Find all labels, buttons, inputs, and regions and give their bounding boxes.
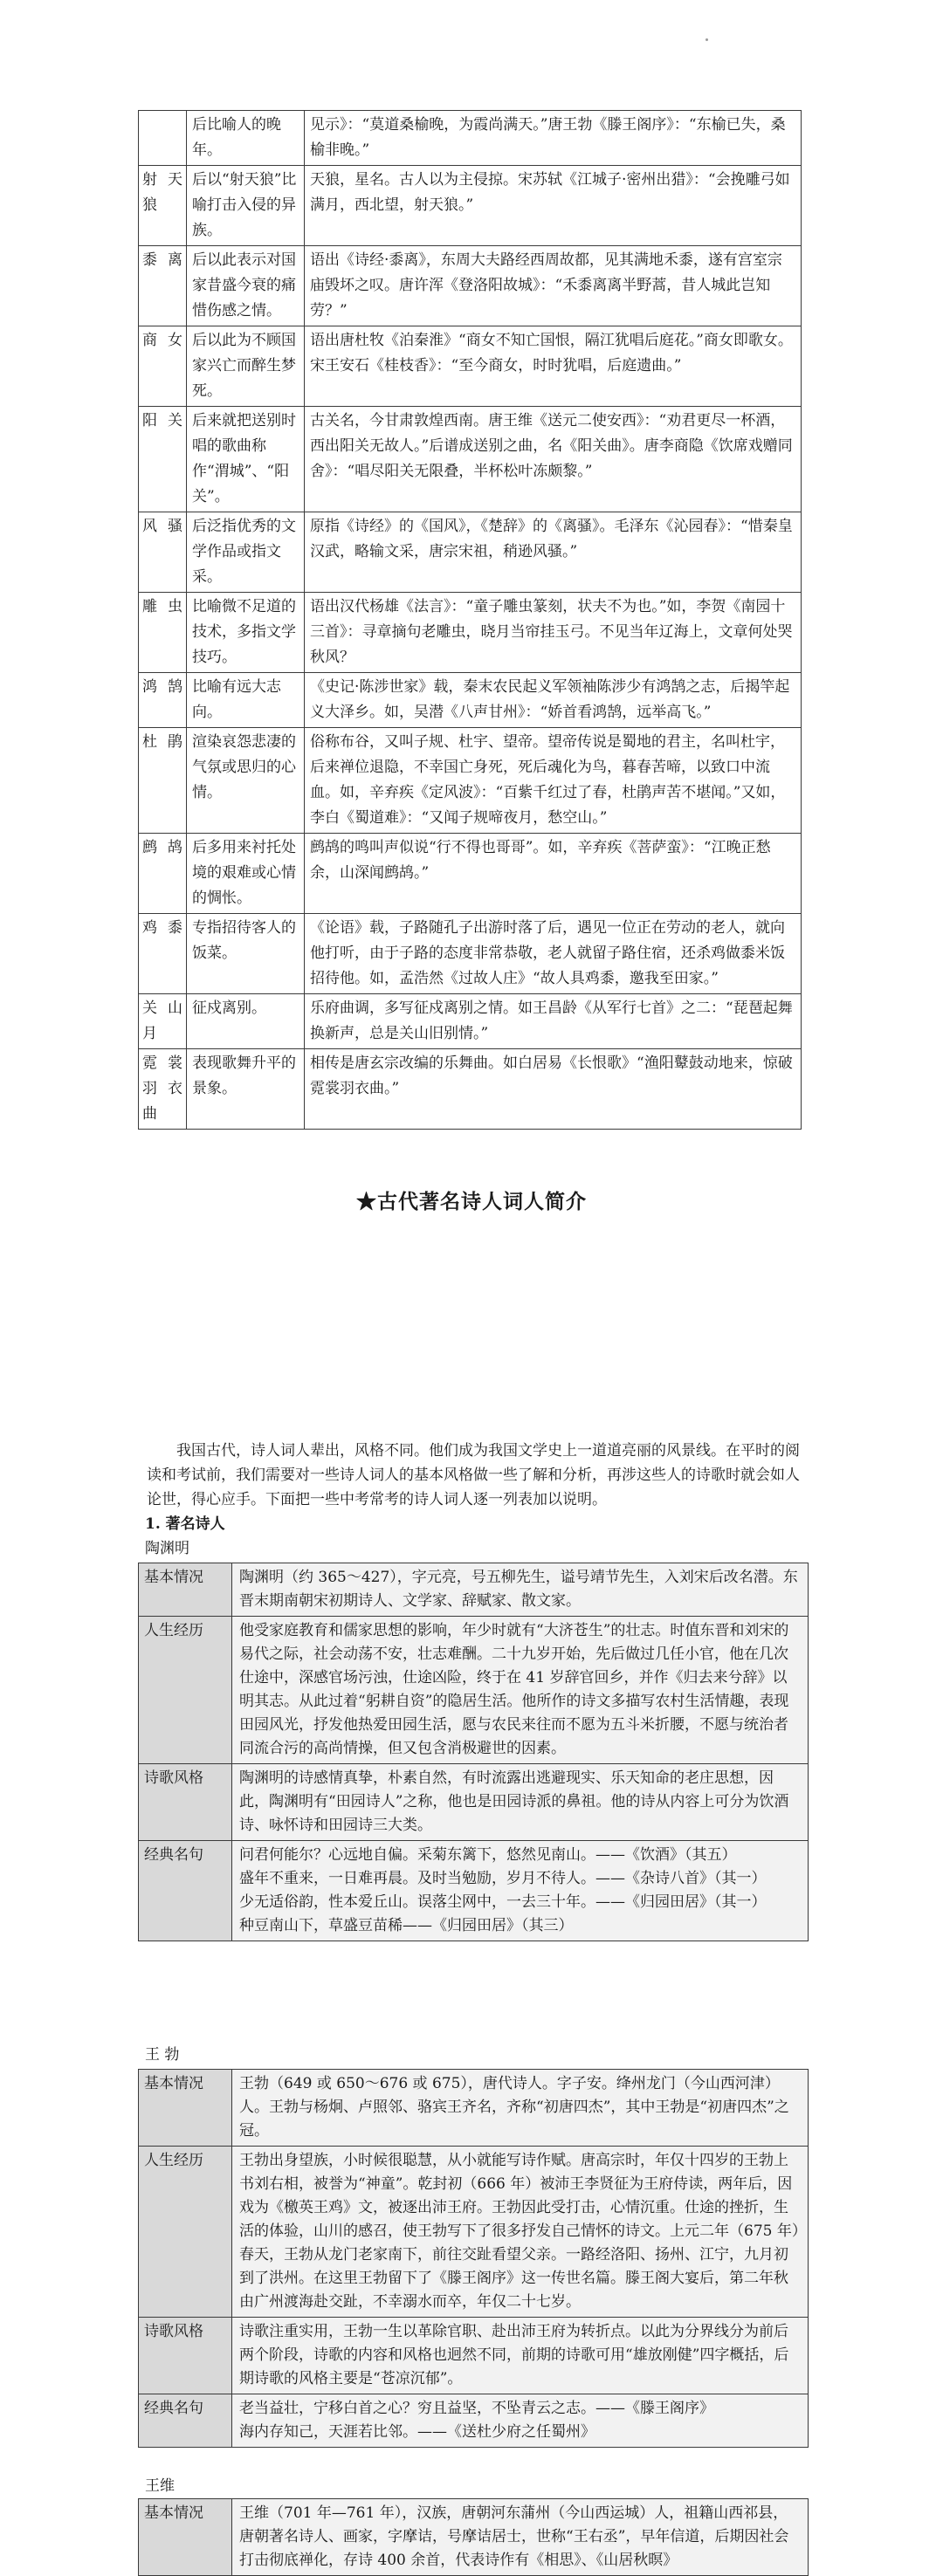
- famous-quote-line: 盛年不重来，一日难再晨。及时当勉励，岁月不待人。——《杂诗八首》（其一）: [239, 1870, 767, 1887]
- poet-info-row: [139, 2318, 809, 2394]
- allusion-term: 商女: [139, 326, 187, 407]
- poet-row-content: 他受家庭教育和儒家思想的影响，年少时就有“大济苍生”的壮志。时值东晋和刘宋的易代之际，社会动荡不安，壮志难酬。二十九岁开始，先后做过几任小官，他在几次仕途中，深感官场污浊，仕途凶险，终于在 41 岁辞官回乡，并作《归去来兮辞》以明其志。从此过着“躬耕自资”的隐居生活。他所作的诗文多描写农村生活情趣，表现田园风光，抒发他热爱田园生活，愿与农民来往而不愿为五斗米折腰，不愿与统治者同流合污的高尚情操，但又包含消极避世的因素。: [232, 1617, 809, 1764]
- poet-name-wang-bo: 王 勃: [145, 2046, 180, 2064]
- poet-info-row: [139, 1841, 809, 1941]
- poet-row-content: 王维（701 年—761 年），汉族，唐朝河东蒲州（今山西运城）人，祖籍山西祁县，唐朝著名诗人、画家，字摩诘，号摩诘居士，世称“王右丞”，早年信道，后期因社会打击彻底禅化，存诗 400 余首，代表诗作有《相思》、《山居秋暝》: [232, 2499, 809, 2576]
- allusion-term: 风骚: [139, 512, 187, 593]
- poet-row-label: 基本情况: [139, 1563, 232, 1617]
- poet-row-label: 经典名句: [139, 2394, 232, 2448]
- allusion-row: [139, 166, 802, 246]
- allusion-source: 俗称布谷，又叫子规、杜宇、望帝。望帝传说是蜀地的君主，名叫杜宇，后来禅位退隐，不幸国亡身死，死后魂化为鸟，暮春苦啼，以致口中流血。如，辛弃疾《定风波》：“百紫千红过了春，杜鹃声苦不堪闻。”又如，李白《蜀道难》：“又闻子规啼夜月，愁空山。”: [305, 728, 802, 834]
- poet-row-label: 经典名句: [139, 1841, 232, 1941]
- allusion-row: [139, 326, 802, 407]
- allusion-term: 射天狼: [139, 166, 187, 246]
- allusion-meaning: 后泛指优秀的文学作品或指文采。: [187, 512, 305, 593]
- allusion-source: 相传是唐玄宗改编的乐舞曲。如白居易《长恨歌》“渔阳鼙鼓动地来，惊破霓裳羽衣曲。”: [305, 1049, 802, 1130]
- poet-info-row: [139, 1563, 809, 1617]
- poet-row-label: 诗歌风格: [139, 1764, 232, 1841]
- poet-row-content: [232, 1841, 809, 1941]
- allusion-term: 鸿鹄: [139, 673, 187, 728]
- intro-paragraph: 我国古代，诗人词人辈出，风格不同。他们成为我国文学史上一道道亮丽的风景线。在平时的阅读和考试前，我们需要对一些诗人词人的基本风格做一些了解和分析，再涉这些人的诗歌时就会如人论世，得心应手。下面把一些中考常考的诗人词人逐一列表加以说明。: [147, 1442, 800, 1508]
- allusion-meaning: 表现歌舞升平的景象。: [187, 1049, 305, 1130]
- allusion-row: [139, 834, 802, 914]
- allusion-term: 杜鹃: [139, 728, 187, 834]
- allusion-row: [139, 728, 802, 834]
- allusion-meaning: 后比喻人的晚年。: [187, 111, 305, 166]
- allusion-term: 阳关: [139, 407, 187, 512]
- allusion-row: [139, 994, 802, 1049]
- allusion-meaning: 渲染哀怨悲凄的气氛或思归的心情。: [187, 728, 305, 834]
- allusion-row: [139, 246, 802, 326]
- poet-row-content: [232, 2394, 809, 2448]
- page-corner-mark: [706, 38, 708, 41]
- poet-row-content: 王勃（649 或 650～676 或 675），唐代诗人。字子安。绛州龙门（今山西河津）人。王勃与杨炯、卢照邻、骆宾王齐名，齐称“初唐四杰”，其中王勃是“初唐四杰”之冠。: [232, 2070, 809, 2147]
- allusion-source: 原指《诗经》的《国风》，《楚辞》的《离骚》。毛泽东《沁园春》：“惜秦皇汉武，略输文采，唐宗宋祖，稍逊风骚。”: [305, 512, 802, 593]
- allusion-meaning: 后以此为不顾国家兴亡而醉生梦死。: [187, 326, 305, 407]
- allusion-meaning: 专指招待客人的饭菜。: [187, 914, 305, 994]
- allusion-meaning: 比喻微不足道的技术，多指文学技巧。: [187, 593, 305, 673]
- allusion-source: 语出《诗经·黍离》，东周大夫路经西周故都，见其满地禾黍，遂有宫室宗庙毁坏之叹。唐许浑《登洛阳故城》：“禾黍离离半野蒿，昔人城此岂知劳？”: [305, 246, 802, 326]
- allusion-source: 天狼，星名。古人以为主侵掠。宋苏轼《江城子·密州出猎》：“会挽雕弓如满月，西北望，射天狼。”: [305, 166, 802, 246]
- allusion-source: 乐府曲调，多写征戍离别之情。如王昌龄《从军行七首》之二：“琵琶起舞换新声，总是关山旧别情。”: [305, 994, 802, 1049]
- allusion-row: [139, 673, 802, 728]
- poet-row-label: 人生经历: [139, 1617, 232, 1764]
- poet-info-row: [139, 2499, 809, 2576]
- allusion-term: 鸡黍: [139, 914, 187, 994]
- allusion-meaning: 后以此表示对国家昔盛今衰的痛惜伤感之情。: [187, 246, 305, 326]
- famous-quote-line: 老当益壮，宁移白首之心？穷且益坚，不坠青云之志。——《滕王阁序》: [239, 2400, 714, 2417]
- allusion-table: [138, 110, 802, 1130]
- allusion-meaning: 征戍离别。: [187, 994, 305, 1049]
- famous-quote-line: 海内存知己，天涯若比邻。——《送杜少府之任蜀州》: [239, 2423, 595, 2441]
- poet-info-row: [139, 2394, 809, 2448]
- subsection-heading: 1. 著名诗人: [145, 1515, 225, 1533]
- poet-row-label: 诗歌风格: [139, 2318, 232, 2394]
- poet-row-content: 诗歌注重实用，王勃一生以革除官职、赴出沛王府为转折点。以此为分界线分为前后两个阶段，诗歌的内容和风格也迥然不同，前期的诗歌可用“雄放刚健”四字概括，后期诗歌的风格主要是“苍凉沉郁”。: [232, 2318, 809, 2394]
- allusion-table-body: [139, 111, 802, 1130]
- allusion-source: 见示》：“莫道桑榆晚，为霞尚满天。”唐王勃《滕王阁序》：“东榆已失，桑榆非晚。”: [305, 111, 802, 166]
- poet-row-content: 王勃出身望族，小时候很聪慧，从小就能写诗作赋。唐高宗时，年仅十四岁的王勃上书刘右相，被誉为“神童”。乾封初（666 年）被沛王李贤征为王府侍读，两年后，因戏为《檄英王鸡》文，被逐出沛王府。王勃因此受打击，心情沉重。仕途的挫折，生活的体验，山川的感召，使王勃写下了很多抒发自己情怀的诗文。上元二年（675 年）春天，王勃从龙门老家南下，前往交趾看望父亲。一路经洛阳、扬州、江宁，九月初到了洪州。在这里王勃留下了《滕王阁序》这一传世名篇。滕王阁大宴后，第二年秋由广州渡海赴交趾，不幸溺水而卒，年仅二十七岁。: [232, 2147, 809, 2318]
- allusion-meaning: 后多用来衬托处境的艰难或心情的惆怅。: [187, 834, 305, 914]
- poet-row-label: 人生经历: [139, 2147, 232, 2318]
- allusion-row: [139, 111, 802, 166]
- section-title: ★古代著名诗人词人简介: [356, 1190, 587, 1213]
- allusion-term: 雕虫: [139, 593, 187, 673]
- allusion-source: 语出唐杜牧《泊秦淮》“商女不知亡国恨，隔江犹唱后庭花。”商女即歌女。宋王安石《桂枝香》：“至今商女，时时犹唱，后庭遗曲。”: [305, 326, 802, 407]
- famous-quote-line: 少无适俗韵，性本爱丘山。误落尘网中，一去三十年。——《归园田居》（其一）: [239, 1893, 767, 1911]
- poet-row-content: 陶渊明（约 365～427），字元亮，号五柳先生，谥号靖节先生，入刘宋后改名潜。东晋末期南朝宋初期诗人、文学家、辞赋家、散文家。: [232, 1563, 809, 1617]
- poet-table-tao-yuanming: [138, 1563, 809, 1941]
- allusion-term: 关山月: [139, 994, 187, 1049]
- allusion-term: 黍离: [139, 246, 187, 326]
- allusion-meaning: 后以“射天狼”比喻打击入侵的异族。: [187, 166, 305, 246]
- poet-name-wang-wei: 王维: [145, 2477, 175, 2495]
- allusion-source: 语出汉代杨雄《法言》：“童子雕虫篆刻，状夫不为也。”如，李贺《南园十三首》：寻章摘句老雕虫，晓月当帘挂玉弓。不见当年辽海上，文章何处哭秋风？: [305, 593, 802, 673]
- poet-table-wang-bo: [138, 2069, 809, 2448]
- allusion-row: [139, 593, 802, 673]
- poet-table-wang-wei: [138, 2498, 809, 2576]
- poet-row-label: 基本情况: [139, 2499, 232, 2576]
- allusion-meaning: 后来就把送别时唱的歌曲称作“渭城”、“阳关”。: [187, 407, 305, 512]
- poet-info-row: [139, 2147, 809, 2318]
- allusion-row: [139, 914, 802, 994]
- allusion-row: [139, 512, 802, 593]
- allusion-source: 《史记·陈涉世家》载，秦末农民起义军领袖陈涉少有鸿鹄之志，后揭竿起义大泽乡。如，吴潜《八声甘州》：“娇首看鸿鹄，远举高飞。”: [305, 673, 802, 728]
- poet-info-row: [139, 1764, 809, 1841]
- allusion-meaning: 比喻有远大志向。: [187, 673, 305, 728]
- poet-info-row: [139, 1617, 809, 1764]
- allusion-term: 鹧鸪: [139, 834, 187, 914]
- allusion-source: 鹧鸪的鸣叫声似说“行不得也哥哥”。如，辛弃疾《菩萨蛮》：“江晚正愁余，山深闻鹧鸪。”: [305, 834, 802, 914]
- famous-quote-line: 种豆南山下，草盛豆苗稀——《归园田居》（其三）: [239, 1917, 574, 1934]
- famous-quote-line: 问君何能尔？心远地自偏。采菊东篱下，悠然见南山。——《饮酒》（其五）: [239, 1846, 737, 1864]
- poet-row-label: 基本情况: [139, 2070, 232, 2147]
- allusion-term: 霓裳羽衣曲: [139, 1049, 187, 1130]
- poet-info-row: [139, 2070, 809, 2147]
- poet-row-content: 陶渊明的诗感情真挚，朴素自然，有时流露出逃避现实、乐天知命的老庄思想，因此，陶渊明有“田园诗人”之称，他也是田园诗派的鼻祖。他的诗从内容上可分为饮酒诗、咏怀诗和田园诗三大类。: [232, 1764, 809, 1841]
- allusion-source: 《论语》载，子路随孔子出游时落了后，遇见一位正在劳动的老人，就向他打听，由于子路的态度非常恭敬，老人就留子路住宿，还杀鸡做黍米饭招待他。如，孟浩然《过故人庄》“故人具鸡黍，邀我至田家。”: [305, 914, 802, 994]
- allusion-term: [139, 111, 187, 166]
- poet-name-tao-yuanming: 陶渊明: [145, 1540, 189, 1557]
- allusion-source: 古关名，今甘肃敦煌西南。唐王维《送元二使安西》：“劝君更尽一杯酒，西出阳关无故人。”后谱成送别之曲，名《阳关曲》。唐李商隐《饮席戏赠同舍》：“唱尽阳关无限叠，半杯松叶冻颇黎。”: [305, 407, 802, 512]
- allusion-row: [139, 1049, 802, 1130]
- allusion-row: [139, 407, 802, 512]
